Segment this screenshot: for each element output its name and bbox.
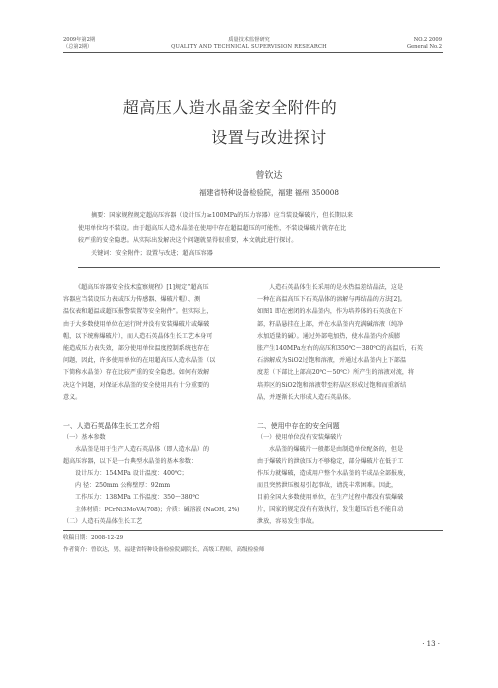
subsection-heading: （二）人造石英晶体生长工艺 bbox=[63, 518, 143, 525]
body-line: 能造成压力表失效，部分使用单位温度控制系统也存在 bbox=[63, 345, 210, 353]
body-line: 而且突然泄压极易引起事故，请洗丰常困难。因此， bbox=[257, 482, 398, 489]
param-line: 设计压力：154MPa 设计温度：400℃； bbox=[75, 470, 188, 477]
journal-name-cn: 质量技术监督研究 bbox=[228, 37, 270, 43]
left-column-intro bbox=[63, 282, 247, 404]
body-line: 人造石英晶体生长采用的是水热温差结晶法，这是 bbox=[269, 284, 404, 291]
param-line: 内 径：250mm 公称壁厚：92mm bbox=[75, 482, 171, 489]
abstract bbox=[78, 210, 438, 260]
subsection-heading: （一）基本参数 bbox=[63, 434, 106, 441]
journal-general-number: General No.2 bbox=[406, 44, 442, 50]
body-line: 由于爆破片的泄放压力不够稳定，部分爆破片在低于工 bbox=[257, 458, 404, 465]
body-line: 温仪表和超温或超压报警装置等安全附件”。但实际上， bbox=[63, 308, 213, 316]
param-line: 工作压力：138MPa 工作温度：350～380℃ bbox=[75, 494, 200, 501]
body-line: 意义。 bbox=[63, 393, 82, 401]
abstract-line: 较严重的安全隐患。从实际出发解决这个问题就显得很重要，本文就此进行探讨。 bbox=[78, 237, 298, 244]
body-line: 作压力就爆破，造成用户整个水晶釜的半成品全部报废， bbox=[257, 470, 410, 477]
body-line: 决这个问题，对保证水晶釜的安全使用具有十分重要的 bbox=[63, 381, 210, 389]
keywords: 关键词：安全附件；设置与改进；超高压容器 bbox=[91, 249, 213, 257]
received-date: 收稿日期：2008-12-29 bbox=[63, 535, 124, 541]
body-line: 石溶解成为SiO2过饱和溶液，并通过水晶釜内上下部温 bbox=[257, 357, 407, 365]
article-title-line1: 超高压人造水晶釜安全附件的 bbox=[122, 98, 338, 117]
body-line: 《超高压容器安全技术监察规程》[1]规定“超高压 bbox=[75, 284, 209, 291]
body-line: 培养区的SiO2饱和溶液带至籽晶区形成过饱和而重新结 bbox=[257, 381, 407, 389]
body-line: 目前全国大多数使用单位，在生产过程中都没有装爆破 bbox=[257, 494, 404, 501]
abstract-line: 使用单位均不装设。由于超高压人造水晶釜在使用中存在超温超压的可能性，不装设爆破片就存在比 bbox=[78, 224, 347, 232]
param-line: 主体材质：PCrNi3MoVA(708)；介质：碱溶液 (NaOH, 2%) bbox=[75, 507, 240, 513]
body-line: 如图1 即在密闭的水晶釜内，作为培养体的石英放在下 bbox=[257, 308, 403, 316]
header-rule bbox=[63, 52, 443, 53]
body-line: 片，国家的规定没有有效执行，发生超压后也不能自动 bbox=[257, 506, 404, 513]
body-line: 胀产生140MPa左右的高压和350℃～380℃的高温后，石英 bbox=[257, 345, 423, 353]
journal-name-en: QUALITY AND TECHNICAL SUPERVISION RESEARCH bbox=[171, 44, 327, 50]
body-line: 超高压容器，以下是一台典型水晶釜的基本参数： bbox=[63, 458, 198, 465]
journal-issue: 2009年第2期 bbox=[63, 37, 96, 43]
section-heading: 二、使用中存在的安全问题 bbox=[257, 422, 340, 430]
article-author: 曾钦达 bbox=[255, 171, 283, 181]
section-heading: 一、人造石英晶体生长工艺介绍 bbox=[63, 422, 160, 430]
footnote-rule bbox=[63, 530, 443, 531]
body-line: 水晶釜的爆破片一般都是由制造单位配备的，但是 bbox=[269, 446, 404, 453]
body-line: 泄放，容易发生事故。 bbox=[257, 518, 318, 525]
abstract-line: 摘要：国家规程规定超高压容器（设计压力≥100MPa的压力容器）应当装设爆破片，但长期以来 bbox=[91, 212, 353, 219]
body-line: 部，籽晶悬挂在上部，并在水晶釜内充满碱溶液（纯净 bbox=[257, 320, 404, 328]
body-line: 水晶釜是用于生产人造石英晶体（即人造水晶）的 bbox=[75, 446, 210, 453]
body-line: 问题，因此，许多使用单位的在用超高压人造水晶釜（以 bbox=[63, 357, 216, 365]
journal-total-issue: （总第2期） bbox=[63, 44, 93, 50]
body-line: 水加适量的碱）。通过外部电加热，使水晶釜内介质膨 bbox=[257, 332, 401, 340]
right-column-intro bbox=[257, 282, 442, 404]
body-line: 下简称水晶釜）存在比较严重的安全隐患。如何有效解 bbox=[63, 369, 210, 377]
author-bio: 作者简介：曾钦达，男，福建省特种设备检验院副院长，高级工程师，高级检验师 bbox=[63, 547, 265, 553]
article-title-line2: 设置与改进探讨 bbox=[211, 128, 327, 147]
page-number: · 13 · bbox=[422, 640, 440, 648]
body-line: 由于大多数使用单位在运行时并没有安装爆破片或爆破 bbox=[63, 320, 210, 328]
journal-number: NO.2 2009 bbox=[413, 37, 442, 43]
subsection-heading: （一）使用单位没有安装爆破片 bbox=[257, 434, 343, 441]
body-line: 容器应当装设压力表或压力传感器、爆破片帽）、测 bbox=[63, 296, 201, 304]
body-line: 一种在高温高压下石英晶体的溶解与再结晶的方法[2]。 bbox=[257, 296, 406, 304]
abstract-rule bbox=[78, 267, 440, 268]
body-line: 度差（下部比上部高20℃～50℃）所产生的溶液对流，将 bbox=[257, 369, 415, 377]
body-line: 晶，并逐渐长大形成人造石英晶体。 bbox=[257, 393, 355, 401]
body-line: 帽，以下统称爆破片），而人造石英晶体生长工艺本身可 bbox=[63, 332, 213, 340]
article-affiliation: 福建省特种设备检验院，福建 福州 350008 bbox=[199, 188, 339, 197]
